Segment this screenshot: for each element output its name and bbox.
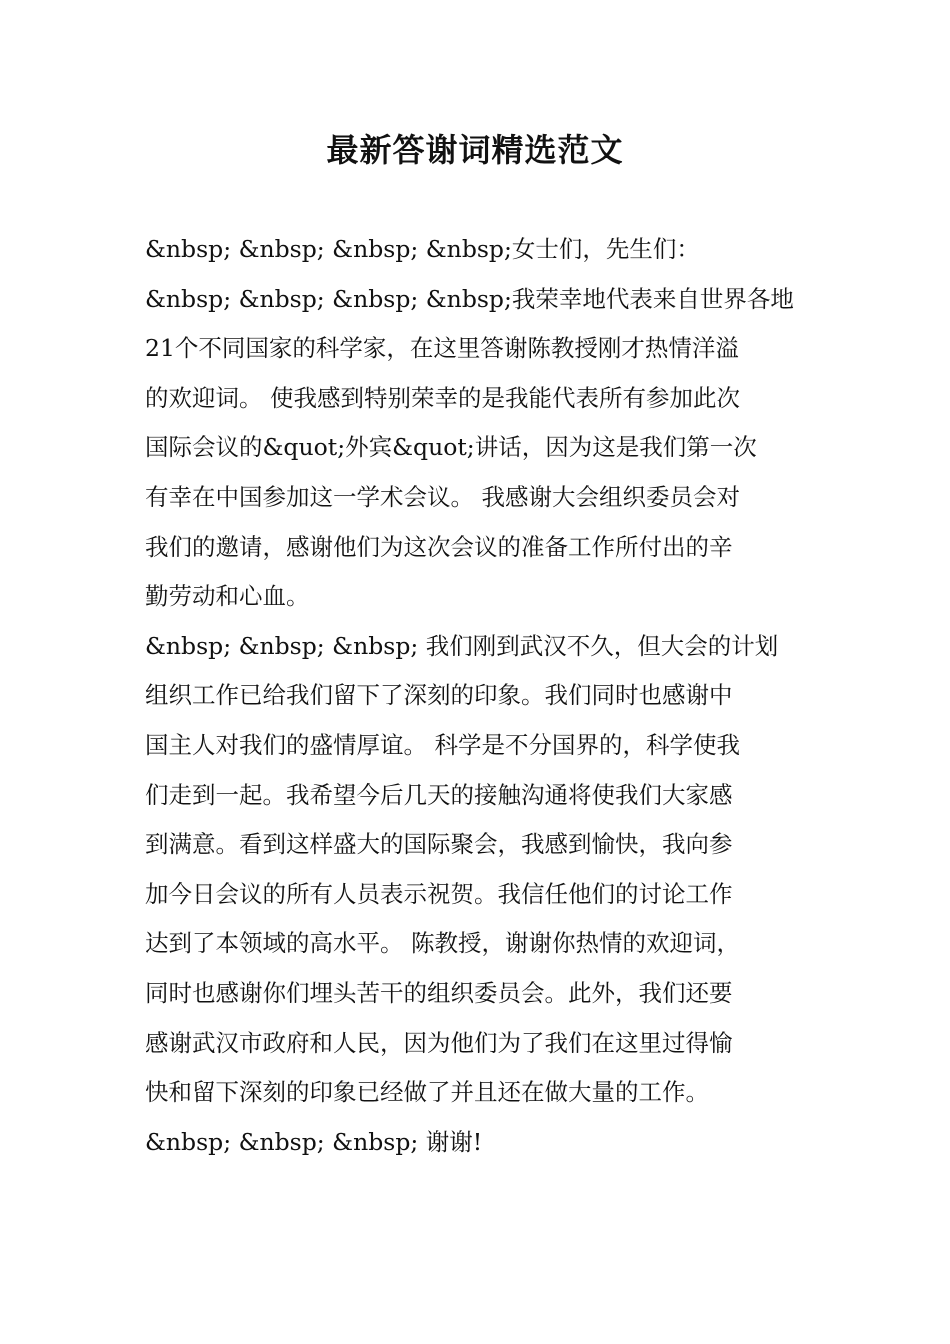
text-line: 有幸在中国参加这一学术会议。 我感谢大会组织委员会对 [145, 482, 740, 511]
text-line: 组织工作已给我们留下了深刻的印象。我们同时也感谢中 [145, 681, 733, 710]
paragraph-impression [145, 622, 807, 1118]
text-line: 达到了本领域的高水平。 陈教授，谢谢你热情的欢迎词， [145, 929, 740, 958]
text-line: 国际会议的&quot;外宾&quot;讲话，因为这是我们第一次 [145, 433, 757, 462]
text-line: 到满意。看到这样盛大的国际聚会，我感到愉快，我向参 [145, 830, 733, 859]
text-line: 加今日会议的所有人员表示祝贺。我信任他们的讨论工作 [145, 879, 733, 908]
text-line: 感谢武汉市政府和人民，因为他们为了我们在这里过得愉 [145, 1028, 733, 1057]
text-line: 的欢迎词。 使我感到特别荣幸的是我能代表所有参加此次 [145, 383, 740, 412]
document-body [145, 225, 807, 1167]
text-line: 21个不同国家的科学家，在这里答谢陈教授刚才热情洋溢 [145, 334, 739, 363]
text-line: 同时也感谢你们埋头苦干的组织委员会。此外，我们还要 [145, 978, 733, 1007]
text-line: &nbsp; &nbsp; &nbsp; 我们刚到武汉不久，但大会的计划 [145, 631, 779, 660]
text-line: &nbsp; &nbsp; &nbsp; &nbsp;女士们，先生们： [145, 235, 700, 263]
text-line: 国主人对我们的盛情厚谊。 科学是不分国界的，科学使我 [145, 730, 740, 759]
text-line: &nbsp; &nbsp; &nbsp; &nbsp;我荣幸地代表来自世界各地 [145, 284, 794, 313]
text-line: &nbsp; &nbsp; &nbsp; 谢谢! [145, 1127, 483, 1156]
paragraph-closing [145, 1118, 807, 1168]
text-line: 快和留下深刻的印象已经做了并且还在做大量的工作。 [145, 1078, 709, 1107]
text-line: 勤劳动和心血。 [145, 582, 310, 611]
text-line: 们走到一起。我希望今后几天的接触沟通将使我们大家感 [145, 780, 733, 809]
paragraph-thanks [145, 275, 807, 622]
text-line: 我们的邀请，感谢他们为这次会议的准备工作所付出的辛 [145, 532, 733, 561]
document-title: 最新答谢词精选范文 [326, 131, 624, 169]
paragraph-greeting [145, 225, 807, 275]
